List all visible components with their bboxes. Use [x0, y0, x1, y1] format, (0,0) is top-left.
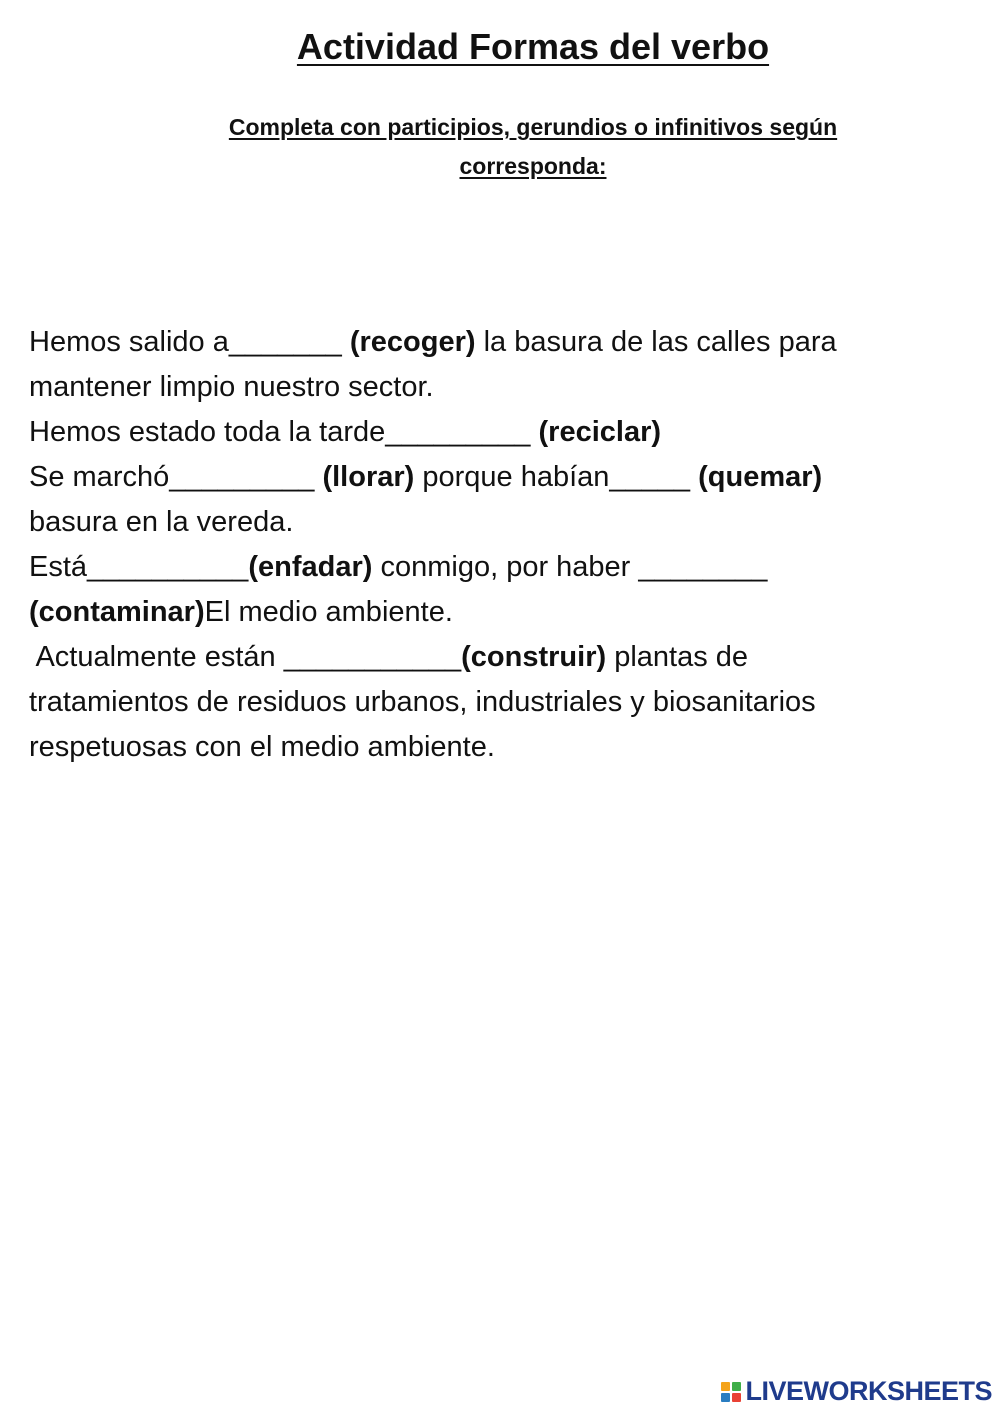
text-segment: mantener limpio nuestro sector. [29, 371, 434, 403]
logo-square [732, 1382, 741, 1391]
verb-hint-quemar: (quemar) [698, 461, 823, 493]
text-segment: Se marchó [29, 461, 170, 493]
logo-square [721, 1393, 730, 1402]
exercise-line-10 [29, 725, 979, 770]
liveworksheets-wordmark: LIVEWORKSHEETS [745, 1376, 992, 1406]
text-segment: tratamientos de residuos urbanos, industriales y biosanitarios [29, 686, 816, 718]
verb-hint-construir: (construir) [461, 641, 607, 673]
logo-square [732, 1393, 741, 1402]
verb-hint-llorar: (llorar) [322, 461, 415, 493]
exercise-line-8 [29, 635, 979, 680]
verb-hint-reciclar: (reciclar) [538, 416, 662, 448]
exercise-line-5 [29, 500, 979, 545]
exercise-line-2 [29, 365, 979, 410]
instructions [180, 108, 886, 186]
text-segment: El medio ambiente. [204, 596, 453, 628]
text-segment: plantas de [606, 641, 749, 673]
space [690, 461, 698, 493]
worksheet-title: Actividad Formas del verbo [296, 26, 770, 67]
exercise-text [29, 320, 979, 770]
space [342, 326, 350, 358]
text-segment: conmigo, por haber [372, 551, 639, 583]
text-segment: Hemos salido a [29, 326, 229, 358]
text-segment: Hemos estado toda la tarde [29, 416, 386, 448]
text-segment: basura en la vereda. [29, 506, 294, 538]
logo-square [721, 1382, 730, 1391]
exercise-line-3 [29, 410, 979, 455]
verb-hint-contaminar: (contaminar) [29, 596, 205, 628]
exercise-line-1 [29, 320, 979, 365]
text-segment: porque habían [414, 461, 610, 493]
instructions-line-1: Completa con participios, gerundios o infinitivos según [228, 114, 838, 140]
instructions-line-2: corresponda: [459, 153, 607, 179]
answer-blank-recoger[interactable]: _______ [228, 326, 342, 358]
text-segment: la basura de las calles para [475, 326, 837, 358]
liveworksheets-branding [721, 1376, 992, 1407]
text-segment: respetuosas con el medio ambiente. [29, 731, 495, 763]
verb-hint-recoger: (recoger) [349, 326, 476, 358]
liveworksheets-logo-icon [721, 1382, 741, 1402]
answer-blank-construir[interactable]: ___________ [283, 641, 462, 673]
exercise-line-4 [29, 455, 979, 500]
exercise-line-7 [29, 590, 979, 635]
answer-blank-quemar[interactable]: _____ [609, 461, 691, 493]
text-segment: Está [29, 551, 88, 583]
text-segment: Actualmente están [29, 641, 284, 673]
verb-hint-enfadar: (enfadar) [248, 551, 373, 583]
answer-blank-llorar[interactable]: _________ [169, 461, 315, 493]
answer-blank-reciclar[interactable]: _________ [385, 416, 531, 448]
space [530, 416, 538, 448]
answer-blank-enfadar[interactable]: __________ [87, 551, 249, 583]
answer-blank-contaminar[interactable]: ________ [638, 551, 768, 583]
exercise-line-9 [29, 680, 979, 725]
exercise-line-6 [29, 545, 979, 590]
